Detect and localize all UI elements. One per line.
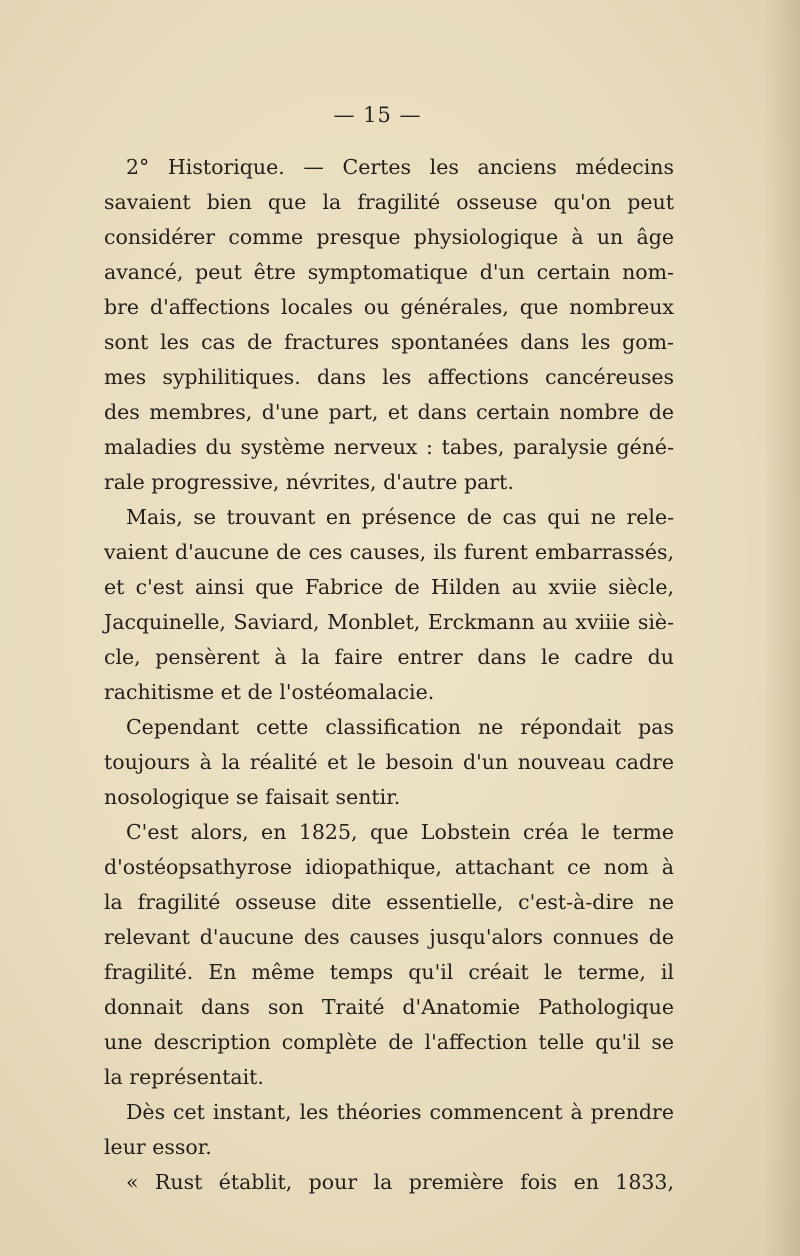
body-text — [104, 150, 674, 1200]
text-line: « Rust établit, pour la première fois en 1833, — [126, 1170, 674, 1194]
text-line: Jacquinelle, Saviard, Monblet, Erckmann au xviiie siè- — [104, 610, 674, 634]
text-line: Dès cet instant, les théories commencent à prendre — [126, 1100, 674, 1124]
text-line: rale progressive, névrites, d'autre part. — [104, 470, 514, 494]
text-line: 2° Historique. — Certes les anciens médecins — [126, 155, 674, 179]
text-line: bre d'affections locales ou générales, que nombreux — [104, 295, 674, 319]
page-edge-shadow — [764, 0, 800, 1256]
text-line: nosologique se faisait sentir. — [104, 785, 401, 809]
text-line: Cependant cette classification ne répondait pas — [126, 715, 674, 739]
text-line: relevant d'aucune des causes jusqu'alors connues de — [104, 925, 674, 949]
text-line: une description complète de l'affection telle qu'il se — [104, 1030, 674, 1054]
text-line: C'est alors, en 1825, que Lobstein créa le terme — [126, 820, 674, 844]
text-line: mes syphilitiques. dans les affections cancéreuses — [104, 365, 674, 389]
text-line: savaient bien que la fragilité osseuse qu'on peut — [104, 190, 674, 214]
text-line: des membres, d'une part, et dans certain nombre de — [104, 400, 674, 424]
text-line: rachitisme et de l'ostéomalacie. — [104, 680, 435, 704]
text-line: considérer comme presque physiologique à un âge — [104, 225, 674, 249]
text-line: avancé, peut être symptomatique d'un certain nom- — [104, 260, 674, 284]
text-line: et c'est ainsi que Fabrice de Hilden au xviie siècle, — [104, 575, 674, 599]
text-line: d'ostéopsathyrose idiopathique, attachant ce nom à — [104, 855, 674, 879]
text-line: cle, pensèrent à la faire entrer dans le cadre du — [104, 645, 674, 669]
text-line: donnait dans son Traité d'Anatomie Pathologique — [104, 995, 674, 1019]
page-number: — 15 — — [333, 103, 422, 127]
text-line: sont les cas de fractures spontanées dans les gom- — [104, 330, 674, 354]
text-line: la fragilité osseuse dite essentielle, c'est-à-dire ne — [104, 890, 674, 914]
text-line: leur essor. — [104, 1135, 212, 1159]
text-line: toujours à la réalité et le besoin d'un nouveau cadre — [104, 750, 674, 774]
text-line: vaient d'aucune de ces causes, ils furent embarrassés, — [104, 540, 674, 564]
text-line: maladies du système nerveux : tabes, paralysie géné- — [104, 435, 674, 459]
text-line: fragilité. En même temps qu'il créait le terme, il — [104, 960, 674, 984]
text-line: Mais, se trouvant en présence de cas qui ne rele- — [126, 505, 674, 529]
text-line: la représentait. — [104, 1065, 264, 1089]
